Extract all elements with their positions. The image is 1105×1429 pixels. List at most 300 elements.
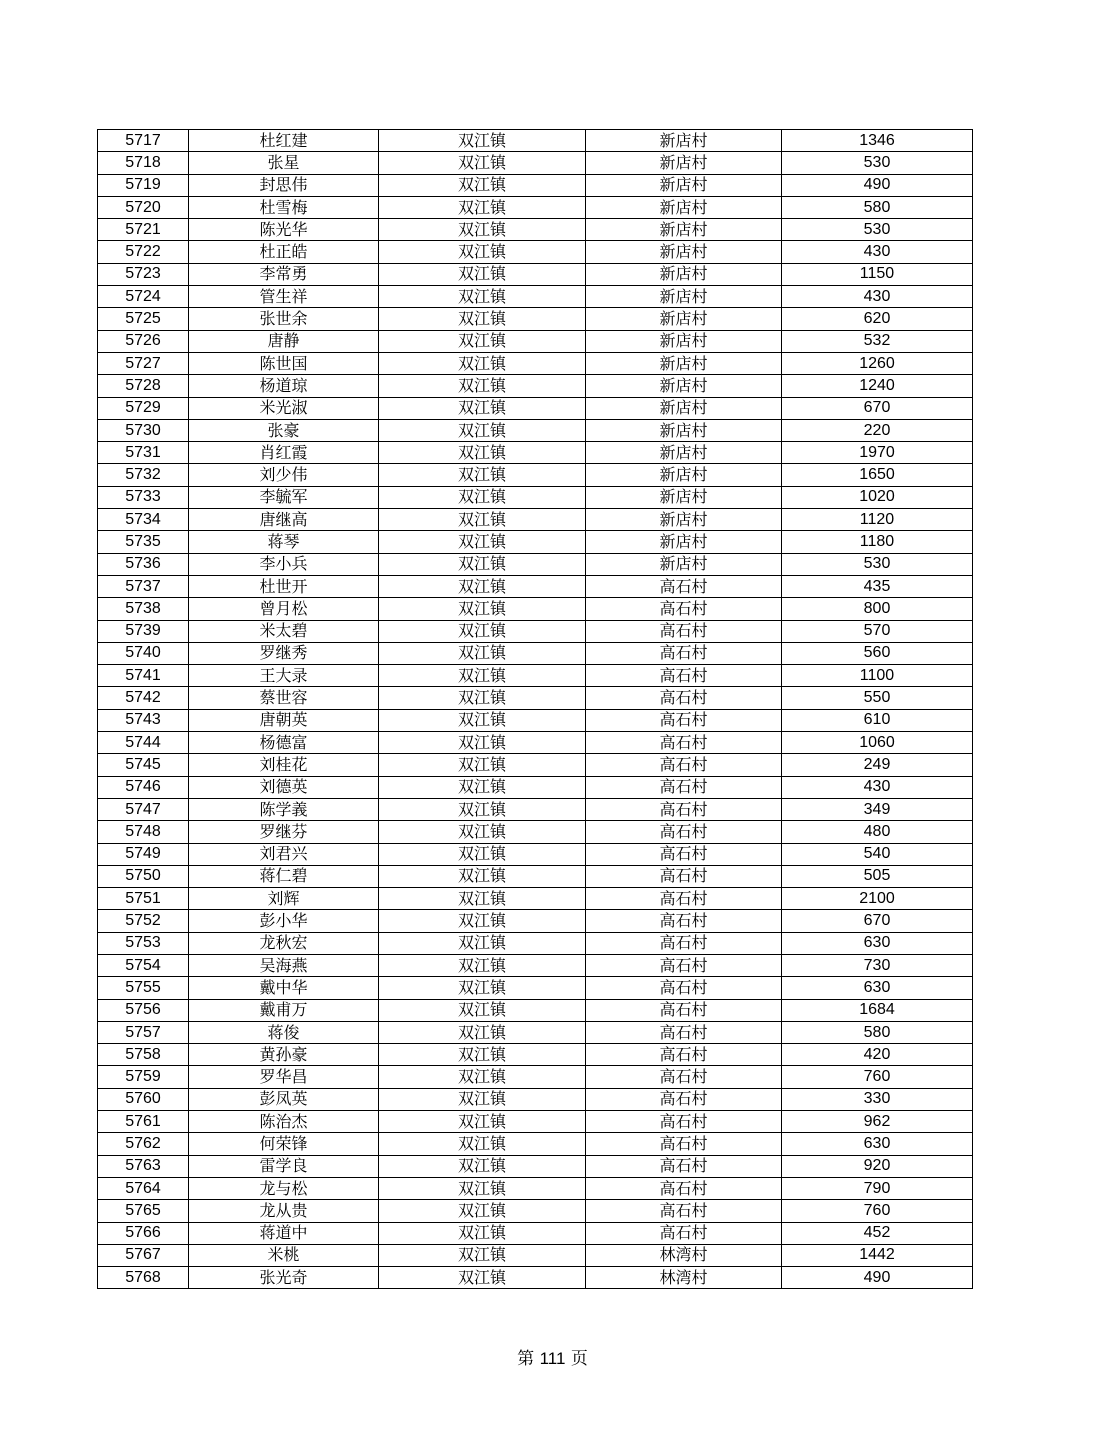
amount-cell: 760: [782, 1066, 973, 1088]
name-cell: 管生祥: [189, 286, 379, 308]
town-cell: 双江镇: [379, 732, 586, 754]
serial-number-cell: 5739: [98, 620, 189, 642]
town-cell: 双江镇: [379, 442, 586, 464]
name-cell: 陈学義: [189, 798, 379, 820]
table-row: [98, 888, 973, 910]
name-cell: 唐静: [189, 330, 379, 352]
amount-cell: 530: [782, 152, 973, 174]
village-cell: 高石村: [586, 1200, 782, 1222]
village-cell: 新店村: [586, 352, 782, 374]
table-row: [98, 932, 973, 954]
table-row: [98, 843, 973, 865]
town-cell: 双江镇: [379, 865, 586, 887]
town-cell: 双江镇: [379, 241, 586, 263]
page-prefix: 第: [517, 1349, 535, 1369]
town-cell: 双江镇: [379, 843, 586, 865]
name-cell: 封思伟: [189, 174, 379, 196]
town-cell: 双江镇: [379, 910, 586, 932]
table-row: [98, 620, 973, 642]
serial-number-cell: 5754: [98, 954, 189, 976]
name-cell: 罗继芬: [189, 821, 379, 843]
name-cell: 蔡世容: [189, 687, 379, 709]
amount-cell: 630: [782, 1133, 973, 1155]
town-cell: 双江镇: [379, 1222, 586, 1244]
town-cell: 双江镇: [379, 575, 586, 597]
name-cell: 杨德富: [189, 732, 379, 754]
name-cell: 何荣锋: [189, 1133, 379, 1155]
name-cell: 黄孙豪: [189, 1044, 379, 1066]
serial-number-cell: 5720: [98, 196, 189, 218]
name-cell: 戴中华: [189, 977, 379, 999]
village-cell: 新店村: [586, 486, 782, 508]
amount-cell: 1442: [782, 1244, 973, 1266]
village-cell: 高石村: [586, 977, 782, 999]
table-row: [98, 642, 973, 664]
name-cell: 彭凤英: [189, 1088, 379, 1110]
table-row: [98, 665, 973, 687]
amount-cell: 920: [782, 1155, 973, 1177]
village-cell: 新店村: [586, 241, 782, 263]
amount-cell: 670: [782, 910, 973, 932]
table-row: [98, 486, 973, 508]
amount-cell: 630: [782, 932, 973, 954]
name-cell: 陈治杰: [189, 1111, 379, 1133]
name-cell: 曾月松: [189, 598, 379, 620]
town-cell: 双江镇: [379, 308, 586, 330]
amount-cell: 1684: [782, 999, 973, 1021]
table-row: [98, 419, 973, 441]
table-row: [98, 464, 973, 486]
town-cell: 双江镇: [379, 1021, 586, 1043]
village-cell: 高石村: [586, 1133, 782, 1155]
serial-number-cell: 5737: [98, 575, 189, 597]
village-cell: 高石村: [586, 1155, 782, 1177]
village-cell: 新店村: [586, 375, 782, 397]
village-cell: 新店村: [586, 263, 782, 285]
serial-number-cell: 5751: [98, 888, 189, 910]
village-cell: 高石村: [586, 1044, 782, 1066]
serial-number-cell: 5765: [98, 1200, 189, 1222]
town-cell: 双江镇: [379, 999, 586, 1021]
amount-cell: 249: [782, 754, 973, 776]
village-cell: 高石村: [586, 954, 782, 976]
serial-number-cell: 5748: [98, 821, 189, 843]
name-cell: 雷学良: [189, 1155, 379, 1177]
amount-cell: 1150: [782, 263, 973, 285]
name-cell: 米光淑: [189, 397, 379, 419]
name-cell: 杜红建: [189, 130, 379, 152]
town-cell: 双江镇: [379, 798, 586, 820]
town-cell: 双江镇: [379, 397, 586, 419]
village-cell: 高石村: [586, 776, 782, 798]
name-cell: 王大录: [189, 665, 379, 687]
serial-number-cell: 5735: [98, 531, 189, 553]
table-row: [98, 1111, 973, 1133]
amount-cell: 532: [782, 330, 973, 352]
table-row: [98, 219, 973, 241]
serial-number-cell: 5760: [98, 1088, 189, 1110]
serial-number-cell: 5764: [98, 1177, 189, 1199]
town-cell: 双江镇: [379, 174, 586, 196]
serial-number-cell: 5733: [98, 486, 189, 508]
serial-number-cell: 5742: [98, 687, 189, 709]
town-cell: 双江镇: [379, 486, 586, 508]
amount-cell: 430: [782, 241, 973, 263]
village-cell: 新店村: [586, 174, 782, 196]
name-cell: 米桃: [189, 1244, 379, 1266]
amount-cell: 490: [782, 1267, 973, 1289]
town-cell: 双江镇: [379, 1244, 586, 1266]
serial-number-cell: 5763: [98, 1155, 189, 1177]
village-cell: 高石村: [586, 843, 782, 865]
table-row: [98, 1244, 973, 1266]
amount-cell: 760: [782, 1200, 973, 1222]
table-row: [98, 241, 973, 263]
table-row: [98, 954, 973, 976]
town-cell: 双江镇: [379, 1088, 586, 1110]
village-cell: 高石村: [586, 1177, 782, 1199]
serial-number-cell: 5726: [98, 330, 189, 352]
table-row: [98, 709, 973, 731]
serial-number-cell: 5724: [98, 286, 189, 308]
town-cell: 双江镇: [379, 375, 586, 397]
village-cell: 高石村: [586, 665, 782, 687]
town-cell: 双江镇: [379, 509, 586, 531]
name-cell: 彭小华: [189, 910, 379, 932]
amount-cell: 452: [782, 1222, 973, 1244]
amount-cell: 1346: [782, 130, 973, 152]
table-row: [98, 687, 973, 709]
village-cell: 新店村: [586, 419, 782, 441]
village-cell: 新店村: [586, 130, 782, 152]
serial-number-cell: 5727: [98, 352, 189, 374]
name-cell: 陈世国: [189, 352, 379, 374]
town-cell: 双江镇: [379, 130, 586, 152]
village-cell: 新店村: [586, 196, 782, 218]
amount-cell: 550: [782, 687, 973, 709]
amount-cell: 1120: [782, 509, 973, 531]
serial-number-cell: 5758: [98, 1044, 189, 1066]
amount-cell: 435: [782, 575, 973, 597]
town-cell: 双江镇: [379, 553, 586, 575]
village-cell: 高石村: [586, 865, 782, 887]
name-cell: 龙秋宏: [189, 932, 379, 954]
town-cell: 双江镇: [379, 665, 586, 687]
name-cell: 唐朝英: [189, 709, 379, 731]
serial-number-cell: 5725: [98, 308, 189, 330]
amount-cell: 540: [782, 843, 973, 865]
serial-number-cell: 5731: [98, 442, 189, 464]
name-cell: 戴甫万: [189, 999, 379, 1021]
town-cell: 双江镇: [379, 776, 586, 798]
table-row: [98, 977, 973, 999]
town-cell: 双江镇: [379, 642, 586, 664]
serial-number-cell: 5767: [98, 1244, 189, 1266]
amount-cell: 530: [782, 553, 973, 575]
data-table: [97, 129, 973, 1289]
table-row: [98, 174, 973, 196]
town-cell: 双江镇: [379, 219, 586, 241]
town-cell: 双江镇: [379, 1177, 586, 1199]
table-row: [98, 1200, 973, 1222]
village-cell: 新店村: [586, 397, 782, 419]
table-row: [98, 754, 973, 776]
table-row: [98, 798, 973, 820]
village-cell: 林湾村: [586, 1244, 782, 1266]
table-row: [98, 531, 973, 553]
name-cell: 蒋俊: [189, 1021, 379, 1043]
table-row: [98, 999, 973, 1021]
amount-cell: 570: [782, 620, 973, 642]
town-cell: 双江镇: [379, 709, 586, 731]
serial-number-cell: 5745: [98, 754, 189, 776]
table-row: [98, 865, 973, 887]
amount-cell: 420: [782, 1044, 973, 1066]
page-suffix: 页: [570, 1349, 588, 1369]
village-cell: 高石村: [586, 821, 782, 843]
amount-cell: 505: [782, 865, 973, 887]
amount-cell: 1970: [782, 442, 973, 464]
town-cell: 双江镇: [379, 531, 586, 553]
table-row: [98, 196, 973, 218]
amount-cell: 1100: [782, 665, 973, 687]
name-cell: 刘德英: [189, 776, 379, 798]
amount-cell: 1240: [782, 375, 973, 397]
town-cell: 双江镇: [379, 286, 586, 308]
village-cell: 新店村: [586, 531, 782, 553]
amount-cell: 480: [782, 821, 973, 843]
name-cell: 李常勇: [189, 263, 379, 285]
serial-number-cell: 5743: [98, 709, 189, 731]
name-cell: 龙与松: [189, 1177, 379, 1199]
table-row: [98, 575, 973, 597]
town-cell: 双江镇: [379, 687, 586, 709]
table-row: [98, 152, 973, 174]
village-cell: 高石村: [586, 1066, 782, 1088]
town-cell: 双江镇: [379, 954, 586, 976]
village-cell: 高石村: [586, 1222, 782, 1244]
table-row: [98, 553, 973, 575]
serial-number-cell: 5750: [98, 865, 189, 887]
serial-number-cell: 5740: [98, 642, 189, 664]
serial-number-cell: 5717: [98, 130, 189, 152]
town-cell: 双江镇: [379, 1111, 586, 1133]
serial-number-cell: 5766: [98, 1222, 189, 1244]
amount-cell: 1180: [782, 531, 973, 553]
village-cell: 新店村: [586, 152, 782, 174]
village-cell: 新店村: [586, 308, 782, 330]
table-row: [98, 286, 973, 308]
table-row: [98, 1044, 973, 1066]
town-cell: 双江镇: [379, 1155, 586, 1177]
serial-number-cell: 5728: [98, 375, 189, 397]
town-cell: 双江镇: [379, 352, 586, 374]
town-cell: 双江镇: [379, 1066, 586, 1088]
village-cell: 高石村: [586, 620, 782, 642]
town-cell: 双江镇: [379, 419, 586, 441]
name-cell: 陈光华: [189, 219, 379, 241]
town-cell: 双江镇: [379, 152, 586, 174]
name-cell: 蒋仁碧: [189, 865, 379, 887]
table-body: [98, 130, 973, 1289]
village-cell: 新店村: [586, 509, 782, 531]
serial-number-cell: 5746: [98, 776, 189, 798]
amount-cell: 580: [782, 196, 973, 218]
serial-number-cell: 5753: [98, 932, 189, 954]
serial-number-cell: 5768: [98, 1267, 189, 1289]
village-cell: 新店村: [586, 286, 782, 308]
table-row: [98, 263, 973, 285]
table-row: [98, 397, 973, 419]
village-cell: 高石村: [586, 687, 782, 709]
town-cell: 双江镇: [379, 263, 586, 285]
amount-cell: 630: [782, 977, 973, 999]
town-cell: 双江镇: [379, 598, 586, 620]
town-cell: 双江镇: [379, 1133, 586, 1155]
town-cell: 双江镇: [379, 977, 586, 999]
table-row: [98, 821, 973, 843]
name-cell: 刘桂花: [189, 754, 379, 776]
data-table-container: [97, 129, 973, 1289]
serial-number-cell: 5718: [98, 152, 189, 174]
name-cell: 蒋琴: [189, 531, 379, 553]
serial-number-cell: 5719: [98, 174, 189, 196]
name-cell: 罗继秀: [189, 642, 379, 664]
amount-cell: 580: [782, 1021, 973, 1043]
village-cell: 新店村: [586, 553, 782, 575]
village-cell: 新店村: [586, 330, 782, 352]
village-cell: 新店村: [586, 442, 782, 464]
serial-number-cell: 5736: [98, 553, 189, 575]
table-row: [98, 1021, 973, 1043]
serial-number-cell: 5744: [98, 732, 189, 754]
town-cell: 双江镇: [379, 620, 586, 642]
village-cell: 高石村: [586, 642, 782, 664]
serial-number-cell: 5755: [98, 977, 189, 999]
table-row: [98, 330, 973, 352]
village-cell: 高石村: [586, 709, 782, 731]
serial-number-cell: 5722: [98, 241, 189, 263]
table-row: [98, 776, 973, 798]
serial-number-cell: 5756: [98, 999, 189, 1021]
amount-cell: 2100: [782, 888, 973, 910]
town-cell: 双江镇: [379, 1044, 586, 1066]
name-cell: 吴海燕: [189, 954, 379, 976]
village-cell: 高石村: [586, 598, 782, 620]
town-cell: 双江镇: [379, 932, 586, 954]
serial-number-cell: 5757: [98, 1021, 189, 1043]
serial-number-cell: 5721: [98, 219, 189, 241]
name-cell: 罗华昌: [189, 1066, 379, 1088]
name-cell: 刘君兴: [189, 843, 379, 865]
name-cell: 张豪: [189, 419, 379, 441]
table-row: [98, 1222, 973, 1244]
table-row: [98, 1177, 973, 1199]
serial-number-cell: 5761: [98, 1111, 189, 1133]
table-row: [98, 509, 973, 531]
table-row: [98, 130, 973, 152]
amount-cell: 620: [782, 308, 973, 330]
name-cell: 刘少伟: [189, 464, 379, 486]
village-cell: 新店村: [586, 219, 782, 241]
name-cell: 杜世开: [189, 575, 379, 597]
amount-cell: 962: [782, 1111, 973, 1133]
village-cell: 高石村: [586, 798, 782, 820]
serial-number-cell: 5747: [98, 798, 189, 820]
name-cell: 李毓军: [189, 486, 379, 508]
village-cell: 高石村: [586, 1088, 782, 1110]
town-cell: 双江镇: [379, 464, 586, 486]
serial-number-cell: 5723: [98, 263, 189, 285]
town-cell: 双江镇: [379, 888, 586, 910]
village-cell: 高石村: [586, 754, 782, 776]
amount-cell: 670: [782, 397, 973, 419]
name-cell: 杜正皓: [189, 241, 379, 263]
serial-number-cell: 5732: [98, 464, 189, 486]
village-cell: 高石村: [586, 575, 782, 597]
serial-number-cell: 5752: [98, 910, 189, 932]
town-cell: 双江镇: [379, 1200, 586, 1222]
table-row: [98, 1066, 973, 1088]
table-row: [98, 352, 973, 374]
name-cell: 肖红霞: [189, 442, 379, 464]
table-row: [98, 910, 973, 932]
amount-cell: 610: [782, 709, 973, 731]
town-cell: 双江镇: [379, 821, 586, 843]
page-number: 111: [539, 1349, 566, 1368]
name-cell: 杜雪梅: [189, 196, 379, 218]
name-cell: 张星: [189, 152, 379, 174]
amount-cell: 430: [782, 776, 973, 798]
amount-cell: 560: [782, 642, 973, 664]
serial-number-cell: 5762: [98, 1133, 189, 1155]
village-cell: 林湾村: [586, 1267, 782, 1289]
amount-cell: 1060: [782, 732, 973, 754]
amount-cell: 490: [782, 174, 973, 196]
serial-number-cell: 5749: [98, 843, 189, 865]
table-row: [98, 598, 973, 620]
name-cell: 龙从贵: [189, 1200, 379, 1222]
village-cell: 高石村: [586, 910, 782, 932]
table-row: [98, 1155, 973, 1177]
amount-cell: 730: [782, 954, 973, 976]
table-row: [98, 1267, 973, 1289]
amount-cell: 530: [782, 219, 973, 241]
table-row: [98, 375, 973, 397]
serial-number-cell: 5741: [98, 665, 189, 687]
name-cell: 李小兵: [189, 553, 379, 575]
amount-cell: 1020: [782, 486, 973, 508]
name-cell: 杨道琼: [189, 375, 379, 397]
town-cell: 双江镇: [379, 1267, 586, 1289]
village-cell: 新店村: [586, 464, 782, 486]
amount-cell: 349: [782, 798, 973, 820]
village-cell: 高石村: [586, 932, 782, 954]
amount-cell: 800: [782, 598, 973, 620]
name-cell: 米太碧: [189, 620, 379, 642]
village-cell: 高石村: [586, 1111, 782, 1133]
town-cell: 双江镇: [379, 196, 586, 218]
serial-number-cell: 5759: [98, 1066, 189, 1088]
amount-cell: 330: [782, 1088, 973, 1110]
name-cell: 张光奇: [189, 1267, 379, 1289]
table-row: [98, 1133, 973, 1155]
name-cell: 张世余: [189, 308, 379, 330]
amount-cell: 1260: [782, 352, 973, 374]
village-cell: 高石村: [586, 1021, 782, 1043]
village-cell: 高石村: [586, 888, 782, 910]
name-cell: 唐继高: [189, 509, 379, 531]
